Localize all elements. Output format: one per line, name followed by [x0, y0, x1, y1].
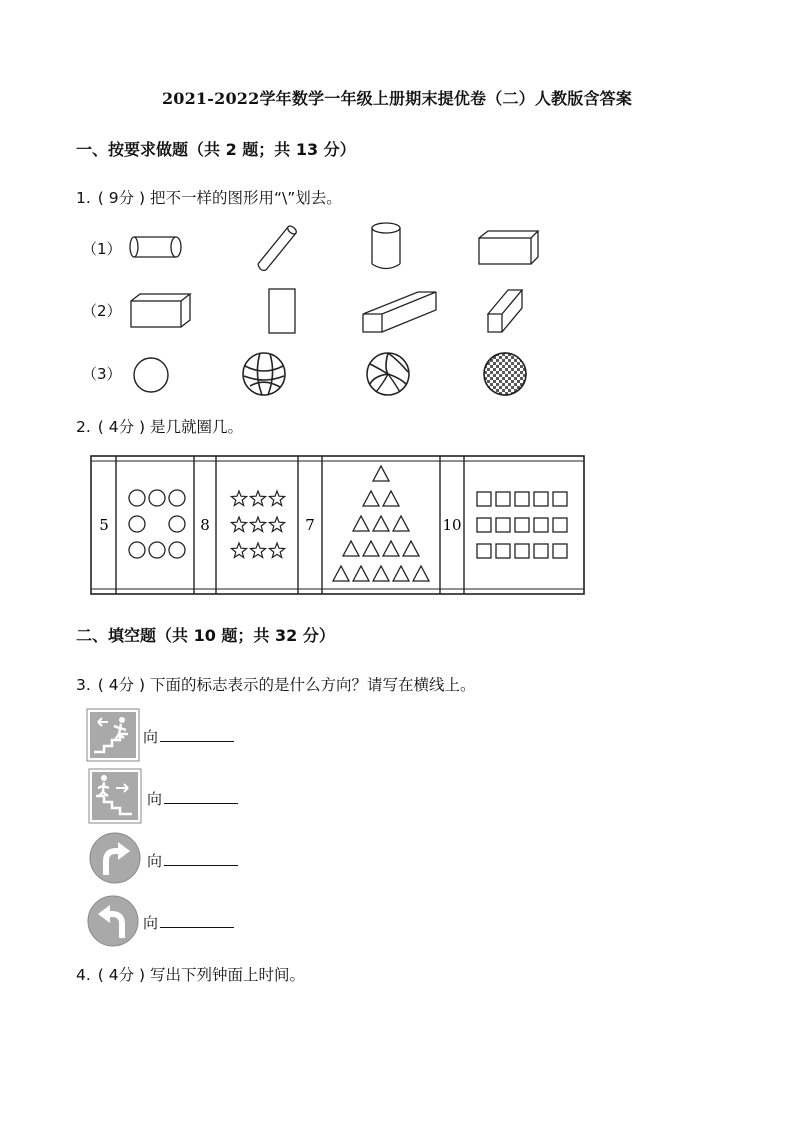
square-icon	[515, 544, 529, 558]
square-icon	[553, 492, 567, 506]
triangle-icon	[383, 491, 399, 506]
star-icon	[250, 491, 265, 506]
star-icon	[231, 517, 246, 532]
count-label: 10	[442, 516, 462, 534]
question-3	[76, 673, 476, 695]
count-label: 8	[200, 516, 210, 534]
triangle-icon	[353, 566, 369, 581]
square-icon	[534, 518, 548, 532]
cuboid-icon	[360, 288, 440, 336]
circle-icon	[129, 490, 145, 506]
question-number: 2.	[76, 418, 91, 436]
star-icon	[250, 517, 265, 532]
section-2-heading: 二、填空题（共 10 题；共 32 分）	[76, 626, 335, 645]
row-label-3: （3）	[82, 365, 122, 383]
triangle-icon	[363, 491, 379, 506]
square-icon	[515, 492, 529, 506]
question-score: ( 4分 )	[97, 676, 146, 694]
star-icon	[231, 543, 246, 558]
question-score: ( 9分 )	[97, 189, 146, 207]
question-1	[76, 186, 342, 208]
cylinder-icon	[128, 232, 184, 262]
question-text: 写出下列钟面上时间。	[149, 966, 305, 984]
ball-icon	[364, 350, 412, 398]
question-4	[76, 963, 305, 985]
direction-prefix: 向	[147, 852, 163, 870]
direction-answer-1	[143, 726, 234, 747]
square-icon	[477, 518, 491, 532]
counting-table	[90, 455, 586, 597]
circle-icon	[131, 355, 171, 395]
cuboid-icon	[476, 228, 542, 268]
page-title: 2021-2022学年数学一年级上册期末提优卷（二）人教版含答案	[161, 89, 633, 108]
circle-icon	[169, 542, 185, 558]
direction-answer-3	[147, 850, 238, 871]
turn-right-sign-icon	[88, 831, 142, 885]
triangle-icon	[373, 466, 389, 481]
count-label: 7	[305, 516, 315, 534]
triangle-icon	[333, 566, 349, 581]
section-1-heading: 一、按要求做题（共 2 题；共 13 分）	[76, 140, 356, 159]
question-text: 把不一样的图形用“\”划去。	[149, 189, 342, 207]
question-text: 是几就圈几。	[149, 418, 243, 436]
direction-prefix: 向	[143, 728, 159, 746]
square-icon	[477, 544, 491, 558]
row-label-1: （1）	[82, 240, 122, 258]
circle-icon	[149, 490, 165, 506]
ball-icon	[481, 350, 529, 398]
direction-answer-4	[143, 912, 234, 933]
square-icon	[515, 518, 529, 532]
answer-blank[interactable]	[164, 851, 238, 866]
question-number: 3.	[76, 676, 91, 694]
triangle-icon	[403, 541, 419, 556]
triangle-icon	[353, 516, 369, 531]
cuboid-icon	[266, 286, 300, 336]
triangle-icon	[393, 516, 409, 531]
answer-blank[interactable]	[164, 789, 238, 804]
square-icon	[553, 544, 567, 558]
turn-left-sign-icon	[86, 894, 140, 948]
square-icon	[534, 544, 548, 558]
direction-answer-2	[147, 788, 238, 809]
circle-icon	[169, 490, 185, 506]
question-2	[76, 415, 243, 437]
square-icon	[534, 492, 548, 506]
square-icon	[496, 518, 510, 532]
stairs-sign-icon	[88, 768, 142, 824]
circle-icon	[129, 516, 145, 532]
cuboid-icon	[484, 286, 526, 336]
question-score: ( 4分 )	[97, 418, 146, 436]
square-icon	[477, 492, 491, 506]
triangle-icon	[373, 516, 389, 531]
stairs-sign-icon	[86, 708, 140, 762]
direction-prefix: 向	[147, 790, 163, 808]
triangle-icon	[373, 566, 389, 581]
circle-icon	[129, 542, 145, 558]
circle-icon	[169, 516, 185, 532]
question-number: 1.	[76, 189, 91, 207]
answer-blank[interactable]	[160, 727, 234, 742]
star-icon	[250, 543, 265, 558]
square-icon	[553, 518, 567, 532]
square-icon	[496, 544, 510, 558]
count-label: 5	[99, 516, 109, 534]
cuboid-icon	[128, 292, 194, 330]
answer-blank[interactable]	[160, 913, 234, 928]
direction-prefix: 向	[143, 914, 159, 932]
question-score: ( 4分 )	[97, 966, 146, 984]
star-icon	[269, 491, 284, 506]
triangle-icon	[343, 541, 359, 556]
row-label-2: （2）	[82, 302, 122, 320]
question-number: 4.	[76, 966, 91, 984]
star-icon	[269, 543, 284, 558]
cylinder-icon	[254, 222, 300, 274]
star-icon	[269, 517, 284, 532]
star-icon	[231, 491, 246, 506]
triangle-icon	[413, 566, 429, 581]
triangle-icon	[363, 541, 379, 556]
circle-icon	[149, 542, 165, 558]
question-text: 下面的标志表示的是什么方向？请写在横线上。	[149, 676, 476, 694]
triangle-icon	[383, 541, 399, 556]
ball-icon	[240, 350, 288, 398]
cylinder-icon	[368, 220, 404, 274]
square-icon	[496, 492, 510, 506]
triangle-icon	[393, 566, 409, 581]
